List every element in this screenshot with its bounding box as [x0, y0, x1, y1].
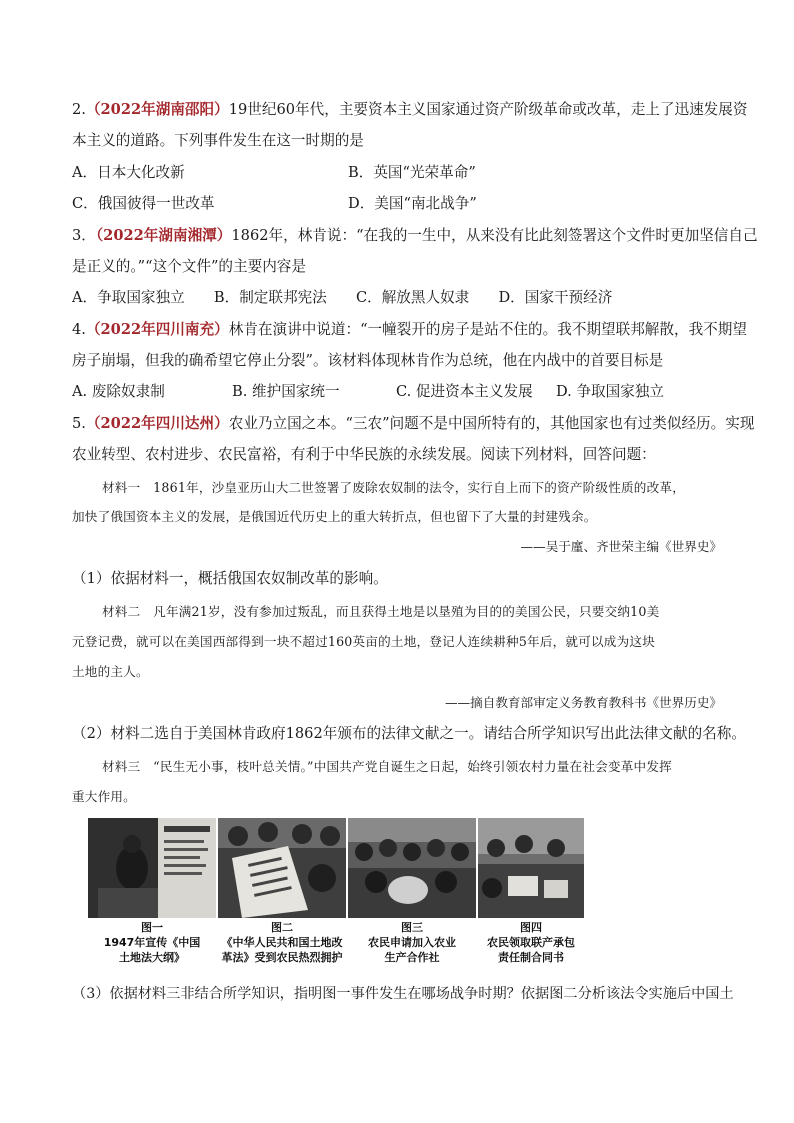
q4-number: 4.: [72, 321, 86, 338]
q2-number: 2.: [72, 101, 86, 118]
material-2-source: ——摘自教育部审定义务教育教科书《世界历史》: [444, 695, 722, 710]
q2-option-a: A．日本大化改新: [72, 164, 185, 181]
q2-stem-text1: 19世纪60年代，主要资本主义国家通过资产阶级革命或改革，走上了迅速发展资: [228, 101, 748, 118]
material-1-line2: 加快了俄国资本主义的发展，是俄国近代历史上的重大转折点，但也留下了大量的封建残余。: [72, 509, 597, 524]
material-1-line1: 材料一 1861年，沙皇亚历山大二世签署了废除农奴制的法令，实行自上而下的资产阶级性质的改革，: [102, 480, 685, 495]
figure-3-label: 图三: [401, 921, 423, 934]
material-2-line3: 土地的主人。: [72, 664, 149, 679]
material-2-line1: 材料二 凡年满21岁，没有参加过叛乱，而且获得土地是以垦殖为目的的美国公民，只要交纳10美: [102, 604, 660, 619]
material-3-line2: 重大作用。: [72, 789, 136, 804]
figure-1-caption-line1: 1947年宣传《中国: [103, 936, 201, 949]
figure-4-caption: [478, 920, 584, 965]
q5-source-tag: （2022年四川达州）: [85, 415, 229, 432]
figure-2-photo: [218, 818, 346, 918]
q5-number: 5.: [72, 415, 86, 432]
figure-4-label: 图四: [520, 921, 542, 934]
q3-stem-text1: 1862年，林肯说：“在我的一生中，从来没有比此刻签署这个文件时更加坚信自己: [231, 227, 758, 244]
q3-options: A．争取国家独立 B．制定联邦宪法 C．解放黑人奴隶 D．国家干预经济: [72, 289, 613, 306]
q4-option-a: A. 废除奴隶制: [72, 383, 165, 400]
q4-option-d: D. 争取国家独立: [556, 383, 665, 400]
material-1-source: ——吴于廑、齐世荣主编《世界史》: [520, 539, 722, 554]
q5-subquestion-2: （2）材料二选自于美国林肯政府1862年颁布的法律文献之一。请结合所学知识写出此法律文献的名称。: [72, 725, 746, 742]
figure-4-photo: [478, 818, 584, 918]
q2-stem-line2: 本主义的道路。下列事件发生在这一时期的是: [72, 132, 364, 149]
figure-2-caption: [218, 920, 346, 965]
q2-option-c: C．俄国彼得一世改革: [72, 195, 215, 212]
figure-2-label: 图二: [271, 921, 293, 934]
figure-2-caption-line2: 革法》受到农民热烈拥护: [221, 951, 343, 964]
q2-option-d: D．美国“南北战争”: [348, 195, 477, 212]
q2-source-tag: （2022年湖南邵阳）: [85, 101, 229, 118]
q3-source-tag: （2022年湖南湘潭）: [95, 227, 232, 244]
q3-stem-line1: [72, 226, 758, 246]
q4-stem-line2: 房子崩塌，但我的确希望它停止分裂”。该材料体现林肯作为总统，他在内战中的首要目标是: [72, 352, 664, 369]
q3-stem-line2: 是正义的。”“这个文件”的主要内容是: [72, 258, 306, 275]
q4-stem-line1: [72, 320, 747, 340]
q5-stem-line1: [72, 414, 755, 434]
figure-1-photo: [88, 818, 216, 918]
q2-option-b: B．英国“光荣革命”: [348, 164, 476, 181]
figure-3-caption-line2: 生产合作社: [384, 951, 440, 964]
material-3-line1: 材料三 “民生无小事，枝叶总关情。”中国共产党自诞生之日起，始终引领农村力量在社会变革中发挥: [102, 759, 672, 774]
figure-3-photo: [348, 818, 476, 918]
q4-stem-text1: 林肯在演讲中说道：“一幢裂开的房子是站不住的。我不期望联邦解散，我不期望: [228, 321, 747, 338]
figure-1-label: 图一: [141, 921, 163, 934]
material-2-line2: 元登记费，就可以在美国西部得到一块不超过160英亩的土地，登记人连续耕种5年后，就可以成为这块: [72, 634, 655, 649]
q2-stem-line1: [72, 100, 748, 120]
q4-source-tag: （2022年四川南充）: [85, 321, 229, 338]
q5-subquestion-3: （3）依据材料三非结合所学知识，指明图一事件发生在哪场战争时期？依据图二分析该法令实施后中国土: [72, 986, 734, 1002]
figure-2-caption-line1: 《中华人民共和国土地改: [221, 936, 343, 949]
figure-row: [88, 818, 584, 918]
figure-1-caption-line2: 土地法大纲》: [119, 951, 185, 964]
figure-1-caption: [88, 920, 216, 965]
figure-4-caption-line1: 农民领取联产承包: [487, 936, 575, 949]
q5-stem-line2: 农业转型、农村进步、农民富裕，有利于中华民族的永续发展。阅读下列材料，回答问题：: [72, 446, 656, 463]
q5-subquestion-1: （1）依据材料一，概括俄国农奴制改革的影响。: [72, 570, 388, 587]
q3-number: 3．: [72, 227, 96, 244]
figure-4-caption-line2: 责任制合同书: [498, 951, 564, 964]
figure-3-caption-line1: 农民申请加入农业: [368, 936, 456, 949]
q4-option-c: C. 促进资本主义发展: [396, 383, 533, 400]
q5-stem-text1: 农业乃立国之本。“三农”问题不是中国所特有的，其他国家也有过类似经历。实现: [228, 415, 755, 432]
q4-option-b: B. 维护国家统一: [232, 383, 340, 400]
figure-3-caption: [348, 920, 476, 965]
